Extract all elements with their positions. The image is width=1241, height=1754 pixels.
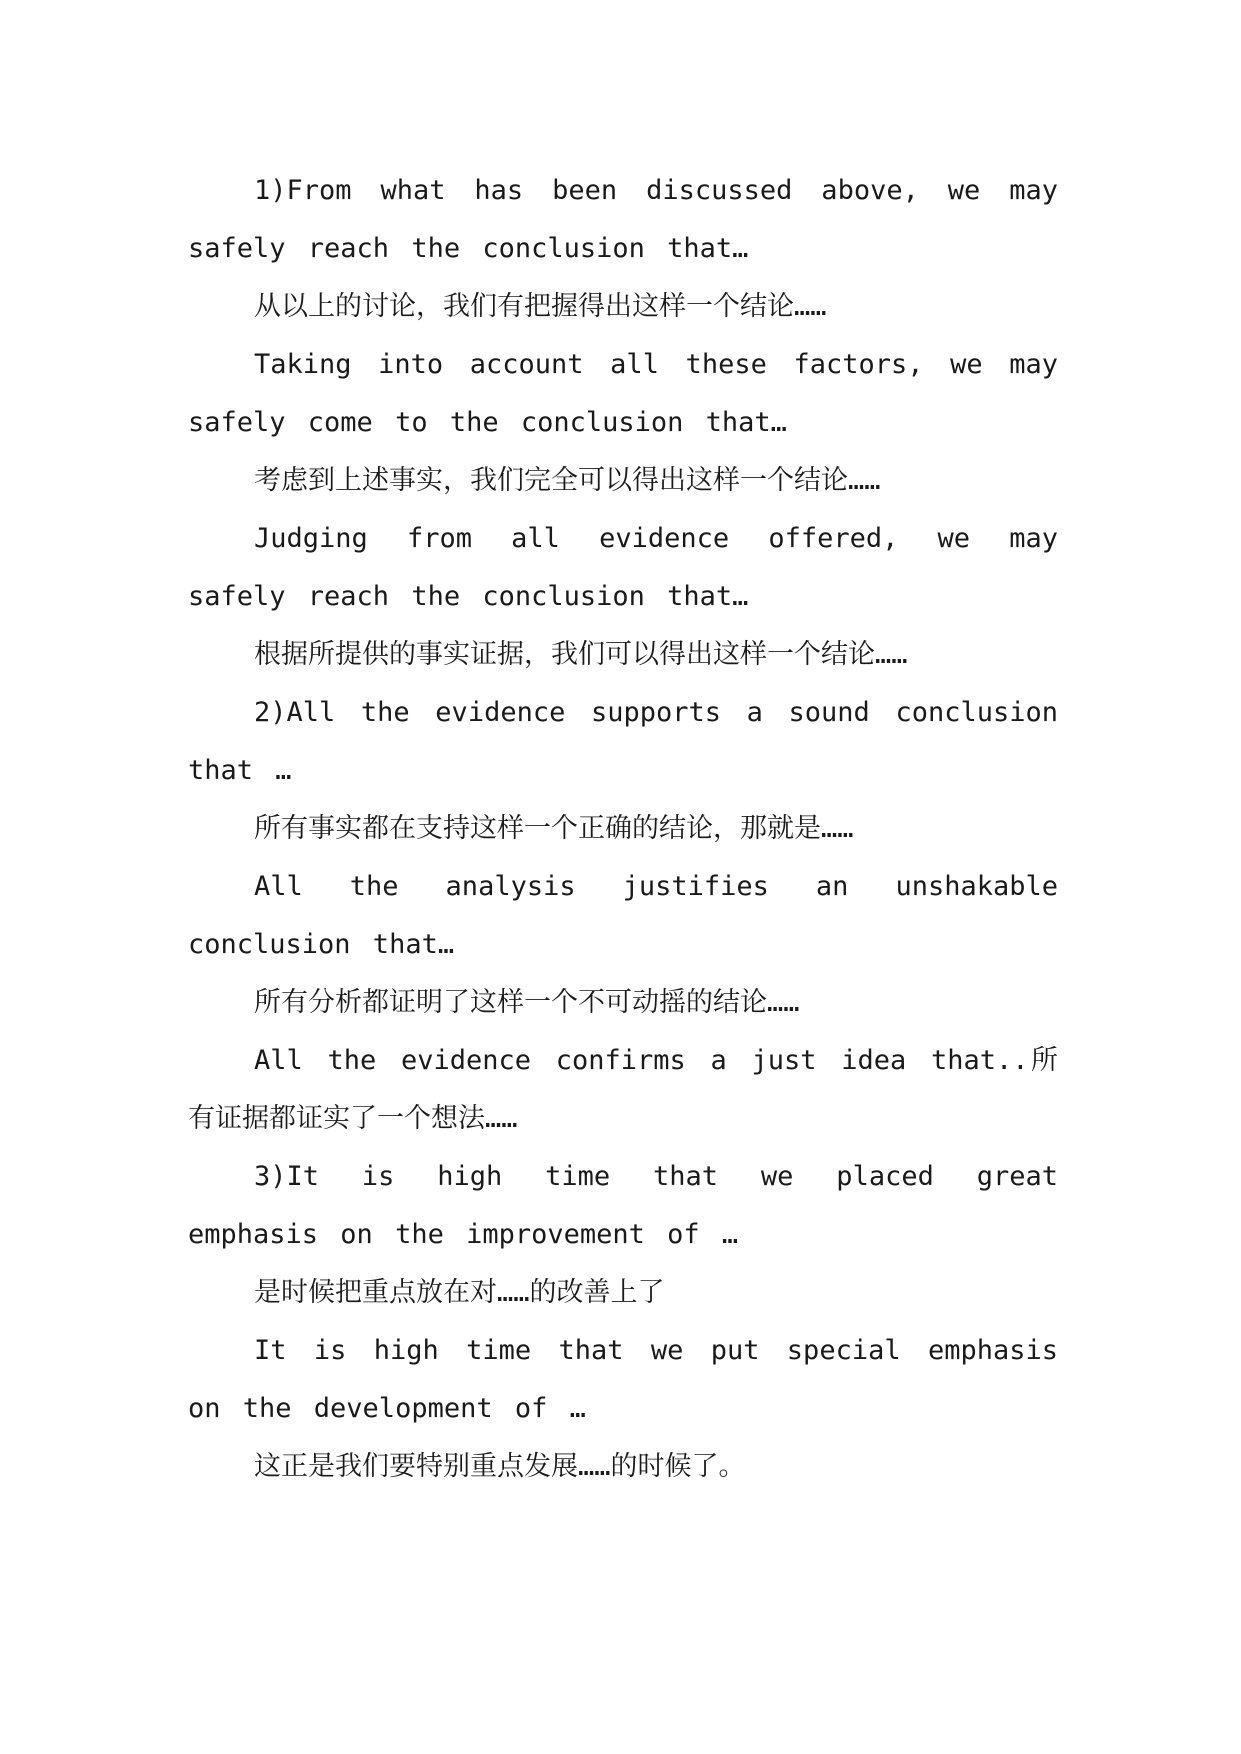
paragraph: 考虑到上述事实，我们完全可以得出这样一个结论…… (254, 465, 881, 496)
paragraph: Judging from all evidence offered, we may safely reach the conclusion that… (188, 523, 1058, 612)
paragraph: 根据所提供的事实证据，我们可以得出这样一个结论…… (254, 639, 908, 670)
paragraph: 这正是我们要特别重点发展……的时候了。 (254, 1451, 746, 1482)
paragraph: Taking into account all these factors, we may safely come to the conclusion that… (188, 349, 1058, 438)
paragraph: 所有事实都在支持这样一个正确的结论，那就是…… (254, 813, 854, 844)
paragraph: All the analysis justifies an unshakable conclusion that… (188, 871, 1058, 960)
paragraph: 从以上的讨论，我们有把握得出这样一个结论…… (254, 291, 827, 322)
paragraph: 2)All the evidence supports a sound conclusion that … (188, 697, 1058, 786)
paragraph: 1)From what has been discussed above, we may safely reach the conclusion that… (188, 175, 1058, 264)
paragraph: 所有分析都证明了这样一个不可动摇的结论…… (254, 987, 800, 1018)
paragraph: All the evidence confirms a just idea that..所有证据都证实了一个想法…… (188, 1045, 1058, 1134)
paragraph: 3)It is high time that we placed great emphasis on the improvement of … (188, 1161, 1058, 1250)
paragraph: It is high time that we put special emphasis on the development of … (188, 1335, 1058, 1424)
paragraph: 是时候把重点放在对……的改善上了 (254, 1277, 665, 1308)
document-body (188, 162, 1058, 1496)
